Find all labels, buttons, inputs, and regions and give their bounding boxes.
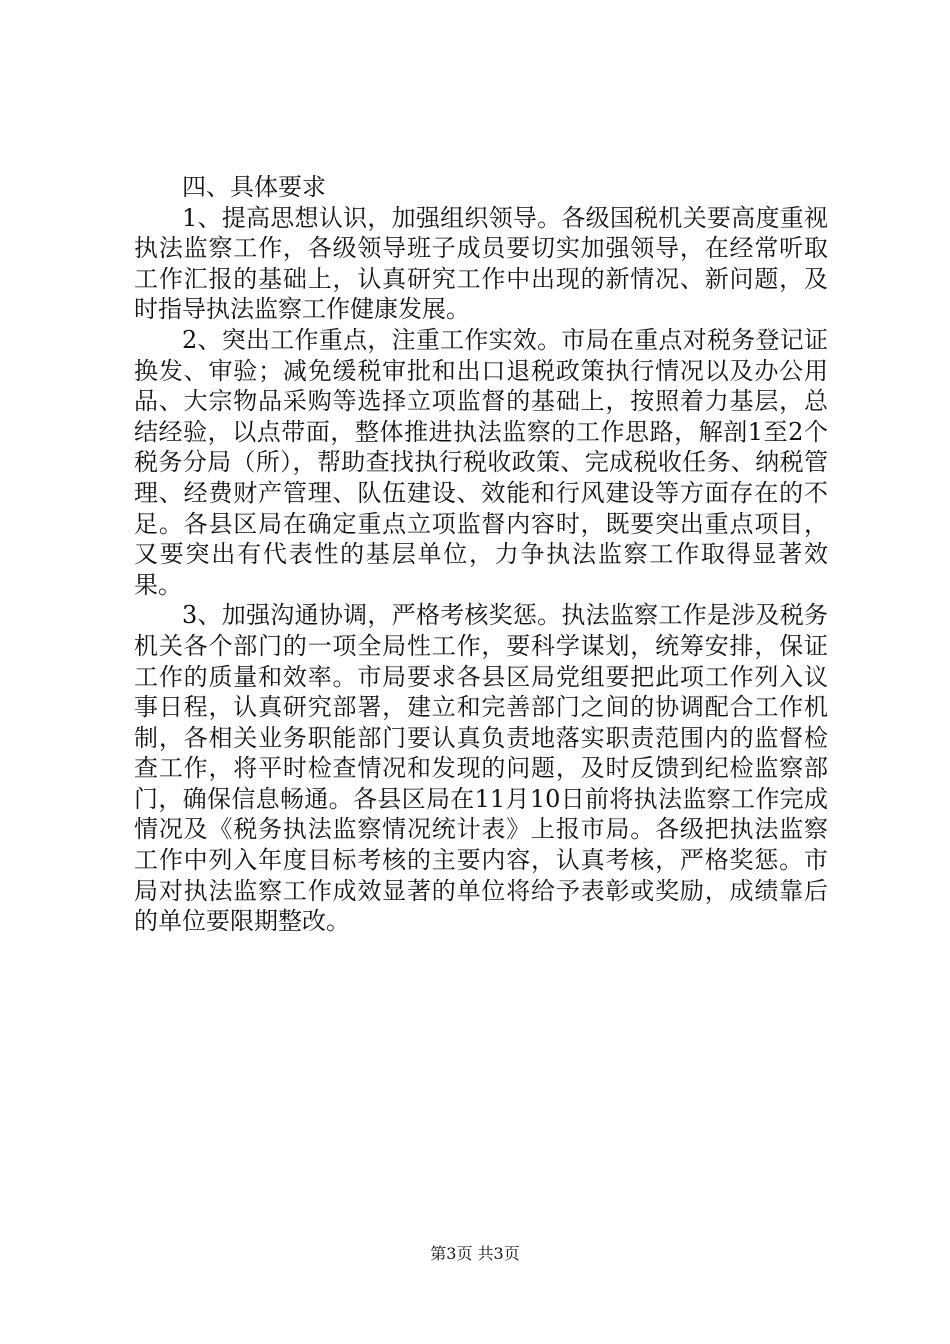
paragraph-2: 2、突出工作重点，注重工作实效。市局在重点对税务登记证换发、审验；减免缓税审批和出口退税政策执行情况以及办公用品、大宗物品采购等选择立项监督的基础上，按照着力基层，总结经验，以点带面，整体推进执法监察的工作思路，解剖1至2个税务分局（所），帮助查找执行税收政策、完成税收任务、纳税管理、经费财产管理、队伍建设、效能和行风建设等方面存在的不足。各县区局在确定重点立项监督内容时，既要突出重点项目，又要突出有代表性的基层单位，力争执法监察工作取得显著效果。 bbox=[134, 325, 828, 599]
document-body bbox=[134, 172, 828, 937]
page-footer: 第3页 共3页 bbox=[430, 1244, 520, 1263]
paragraph-1: 1、提高思想认识，加强组织领导。各级国税机关要高度重视执法监察工作，各级领导班子成员要切实加强领导，在经常听取工作汇报的基础上，认真研究工作中出现的新情况、新问题，及时指导执法监察工作健康发展。 bbox=[134, 203, 828, 324]
paragraph-3: 3、加强沟通协调，严格考核奖惩。执法监察工作是涉及税务机关各个部门的一项全局性工作，要科学谋划，统筹安排，保证工作的质量和效率。市局要求各县区局党组要把此项工作列入议事日程，认真研究部署，建立和完善部门之间的协调配合工作机制，各相关业务职能部门要认真负责地落实职责范围内的监督检查工作，将平时检查情况和发现的问题，及时反馈到纪检监察部门，确保信息畅通。各县区局在11月10日前将执法监察工作完成情况及《税务执法监察情况统计表》上报市局。各级把执法监察工作中列入年度目标考核的主要内容，认真考核，严格奖惩。市局对执法监察工作成效显著的单位将给予表彰或奖励，成绩靠后的单位要限期整改。 bbox=[134, 601, 828, 936]
section-heading: 四、具体要求 bbox=[182, 173, 326, 201]
